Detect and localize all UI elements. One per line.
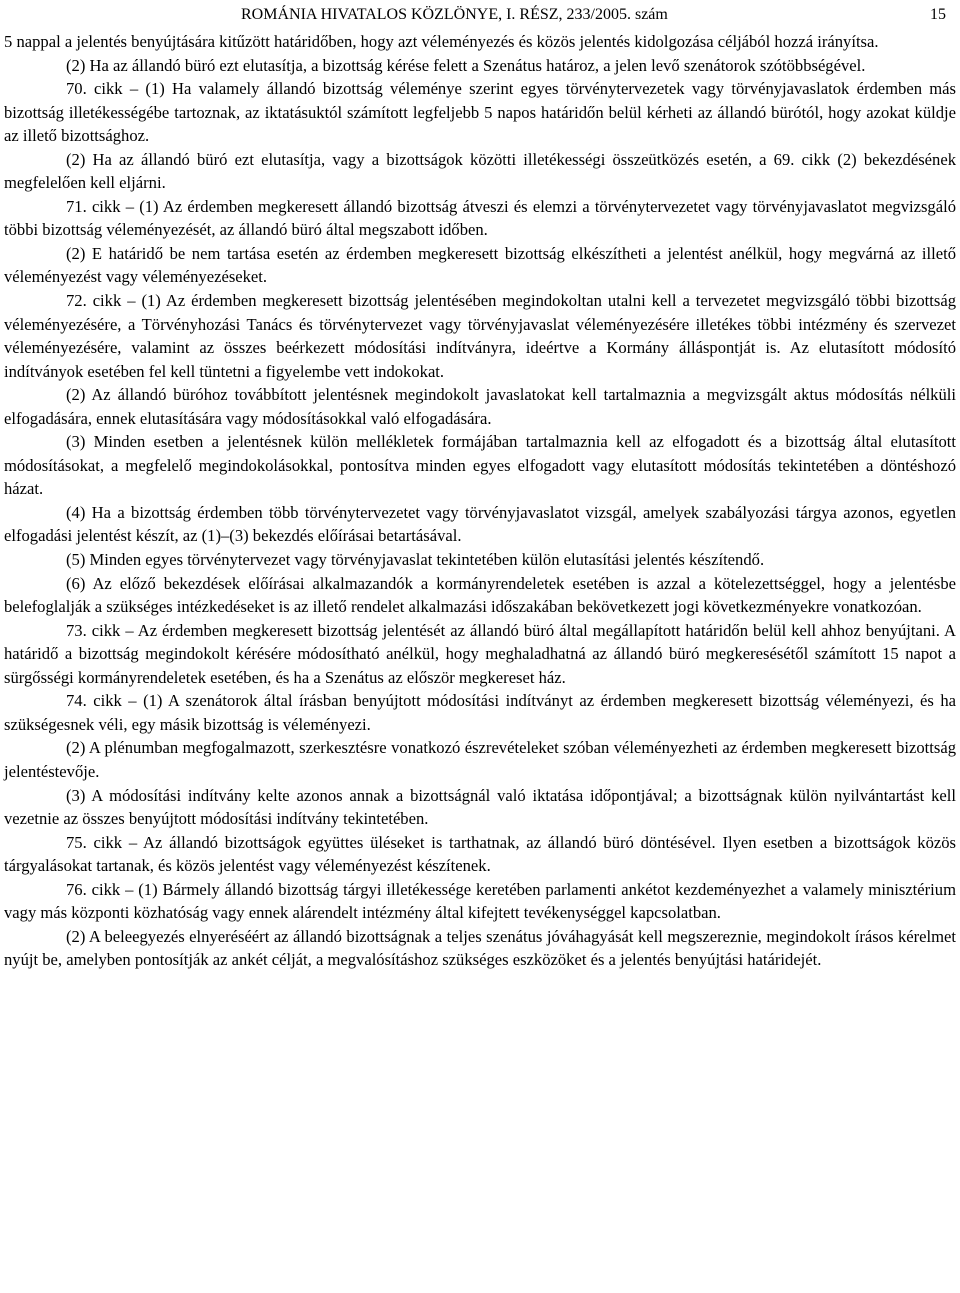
paragraph: 5 nappal a jelentés benyújtására kitűzött határidőben, hogy azt véleményezés és közös jelentés kidolgozása céljából hozzá irányítsa. xyxy=(4,32,879,51)
page-number: 15 xyxy=(930,6,946,23)
paragraph: 73. cikk – Az érdemben megkeresett bizottság jelentését az állandó büró által megállapított határidőn belül kell ahhoz benyújtani. A határidő a bizottság megindokolt kérésére módosítható anélkül, hogy meghaladhatná az állandó büró megkeresésétől számított 15 napot a sürgősségi kormányrendeletek esetében, és ha a Szenátus az először megkereset ház. xyxy=(4,620,956,687)
running-title: ROMÁNIA HIVATALOS KÖZLÖNYE, I. RÉSZ, 233/2005. szám xyxy=(241,6,668,23)
paragraph: (3) Minden esetben a jelentésnek külön mellékletek formájában tartalmaznia kell az elfogadott és a bizottság által elutasított módosításokat, a megfelelő megindokolásokkal, pontosítva minden egyes elfogadott vagy elutasított módosítás tekintetében a döntéshozó házat. xyxy=(4,432,956,499)
paragraph: (4) Ha a bizottság érdemben több törvénytervezetet vagy törvényjavaslatot vizsgál, amelyek szabályozási tárgya azonos, egyetlen elfogadási jelentést készít, az (1)–(3) bekezdés előírásai betartásával. xyxy=(4,502,956,546)
document-body xyxy=(4,30,956,972)
paragraph: (2) Ha az állandó büró ezt elutasítja, a bizottság kérése felett a Szenátus határoz, a jelen levő szenátorok szótöbbségével. xyxy=(66,55,866,75)
page-header xyxy=(4,0,956,30)
paragraph: 76. cikk – (1) Bármely állandó bizottság tárgyi illetékessége keretében parlamenti ankétot kezdeményezhet a valamely minisztérium vagy más központi közhatóság vagy ennek alárendelt intézmény által kifejtett tevékenységgel kapcsolatban. xyxy=(4,879,956,923)
paragraph: (2) Ha az állandó büró ezt elutasítja, vagy a bizottságok közötti illetékességi összeütközés esetén, a 69. cikk (2) bekezdésének megfelelően kell eljárni. xyxy=(4,149,956,193)
paragraph: (6) Az előző bekezdések előírásai alkalmazandók a kormányrendeletek esetében is azzal a kötelezettséggel, hogy a jelentésbe belefoglalják a szükséges intézkedéseket is az illető rendelet alkalmazási időszakában bekövetkezett jogi következményekre vonatkozóan. xyxy=(4,573,956,617)
paragraph: (2) A plénumban megfogalmazott, szerkesztésre vonatkozó észrevételeket szóban véleményezheti az érdemben megkeresett bizottság jelentéstevője. xyxy=(4,738,956,781)
paragraph: (5) Minden egyes törvénytervezet vagy törvényjavaslat tekintetében külön elutasítási jelentés készítendő. xyxy=(66,550,765,570)
paragraph: 74. cikk – (1) A szenátorok által írásban benyújtott módosítási indítványt az érdemben megkeresett bizottság véleményezi, és ha szükségesnek véli, egy másik bizottság is véleményezi. xyxy=(4,691,956,734)
paragraph: (2) E határidő be nem tartása esetén az érdemben megkeresett bizottság elkészítheti a jelentést anélkül, hogy megvárná az illető véleményezést vagy véleményezéseket. xyxy=(4,243,956,287)
paragraph: (3) A módosítási indítvány kelte azonos annak a bizottságnál való iktatása időpontjával; a bizottságnak külön nyilvántartást kell vezetnie az összes benyújtott módosítási indítvány tekintetében. xyxy=(4,785,956,829)
paragraph: 72. cikk – (1) Az érdemben megkeresett bizottság jelentésében megindokoltan utalni kell a tervezetet megvizsgáló többi bizottság véleményezésére, a Törvényhozási Tanács és törvénytervezet vagy törvényjavaslat véleményezésére illetékes többi intézmény és szervezet véleményezésére, valamint az összes beérkezett módosítási indítványra, ideértve a Kormány álláspontját is. Az elutasított módosító indítványok esetében fel kell tüntetni a figyelembe vett indokokat. xyxy=(4,291,956,381)
paragraph: (2) Az állandó büróhoz továbbított jelentésnek megindokolt javaslatokat kell tartalmaznia a megvizsgált aktus módosítás nélküli elfogadására, ennek elutasítására vagy módosításokkal való elfogadására. xyxy=(4,385,956,428)
paragraph: 70. cikk – (1) Ha valamely állandó bizottság véleménye szerint egyes törvénytervezetek vagy törvényjavaslatok érdemben más bizottság illetékességébe tartoznak, az iktatásuktól számított legfeljebb 5 napos határidőn belül kérheti az állandó bürótól, hogy azokat küldje az illető bizottsághoz. xyxy=(4,79,956,146)
paragraph: 75. cikk – Az állandó bizottságok együttes üléseket is tarthatnak, az állandó büró döntésével. Ilyen esetben a bizottságok közös tárgyalásokat tartanak, és közös jelentést vagy véleményezést készítenek. xyxy=(4,832,956,876)
paragraph: 71. cikk – (1) Az érdemben megkeresett állandó bizottság átveszi és elemzi a törvénytervezetet vagy törvényjavaslatot megvizsgáló többi bizottság véleményezését, az állandó büró által megszabott időben. xyxy=(4,196,956,240)
paragraph: (2) A beleegyezés elnyeréséért az állandó bizottságnak a teljes szenátus jóváhagyását kell megszereznie, megindokolt írásos kérelmet nyújt be, amelyben pontosítják az ankét célját, a megvalósításhoz szükséges eszközöket és a jelentés benyújtási határidejét. xyxy=(4,926,956,970)
